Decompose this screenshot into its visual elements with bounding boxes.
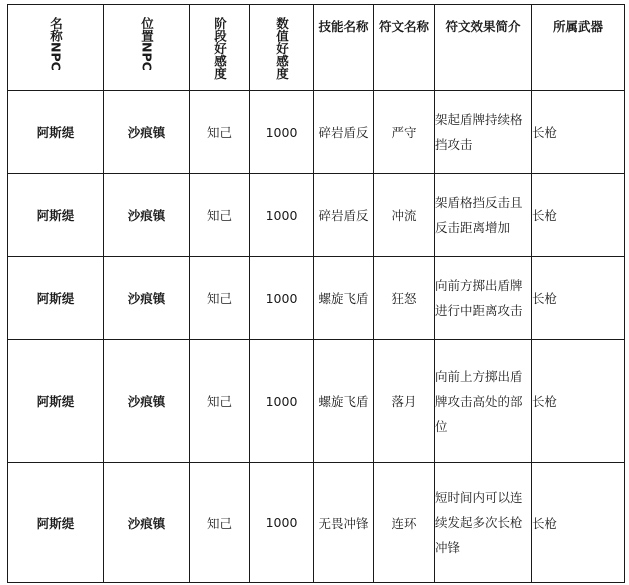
- table-row: [8, 174, 625, 257]
- header-affinity-stage-part1: 好感度: [212, 42, 228, 80]
- header-npc-name: [8, 5, 104, 91]
- header-npc-location-part2: 位置: [139, 17, 155, 42]
- cell-npc-location: 沙痕镇: [104, 257, 190, 340]
- cell-npc-name: 阿斯缇: [8, 91, 104, 174]
- header-affinity-value-part2: 数值: [274, 17, 290, 42]
- header-affinity-stage-part2: 阶段: [212, 17, 228, 42]
- cell-skill-name: 碎岩盾反: [314, 174, 374, 257]
- header-skill-name: 技能名称: [314, 5, 374, 91]
- table-row: [8, 463, 625, 583]
- cell-affinity-value: 1000: [250, 463, 314, 583]
- header-affinity-value-part1: 好感度: [274, 42, 290, 80]
- cell-rune-name: 狂怒: [374, 257, 435, 340]
- cell-skill-name: 螺旋飞盾: [314, 340, 374, 463]
- cell-weapon: 长枪: [532, 174, 625, 257]
- cell-affinity-stage: 知己: [190, 340, 250, 463]
- cell-affinity-stage: 知己: [190, 463, 250, 583]
- cell-npc-location: 沙痕镇: [104, 340, 190, 463]
- header-rune-name: 符文名称: [374, 5, 435, 91]
- cell-skill-name: 螺旋飞盾: [314, 257, 374, 340]
- header-row: [8, 5, 625, 91]
- cell-affinity-value: 1000: [250, 174, 314, 257]
- cell-weapon: 长枪: [532, 91, 625, 174]
- cell-rune-effect: 架盾格挡反击且反击距离增加: [435, 174, 532, 257]
- cell-npc-name: 阿斯缇: [8, 257, 104, 340]
- cell-npc-location: 沙痕镇: [104, 174, 190, 257]
- table-row: [8, 257, 625, 340]
- cell-affinity-value: 1000: [250, 340, 314, 463]
- cell-affinity-value: 1000: [250, 91, 314, 174]
- cell-weapon: 长枪: [532, 463, 625, 583]
- cell-weapon: 长枪: [532, 257, 625, 340]
- cell-npc-location: 沙痕镇: [104, 463, 190, 583]
- cell-rune-name: 严守: [374, 91, 435, 174]
- cell-npc-name: 阿斯缇: [8, 463, 104, 583]
- cell-rune-name: 落月: [374, 340, 435, 463]
- header-affinity-stage: [190, 5, 250, 91]
- cell-rune-effect: 向前方掷出盾牌进行中距离攻击: [435, 257, 532, 340]
- cell-affinity-stage: 知己: [190, 257, 250, 340]
- header-npc-location: [104, 5, 190, 91]
- cell-weapon: 长枪: [532, 340, 625, 463]
- table-row: [8, 91, 625, 174]
- table-row: [8, 340, 625, 463]
- cell-npc-name: 阿斯缇: [8, 340, 104, 463]
- header-rune-effect: 符文效果简介: [435, 5, 532, 91]
- cell-rune-name: 冲流: [374, 174, 435, 257]
- cell-npc-name: 阿斯缇: [8, 174, 104, 257]
- header-npc-location-part1: NPC: [139, 42, 155, 71]
- cell-skill-name: 无畏冲锋: [314, 463, 374, 583]
- header-npc-name-part2: 名称: [48, 17, 64, 42]
- cell-affinity-value: 1000: [250, 257, 314, 340]
- cell-skill-name: 碎岩盾反: [314, 91, 374, 174]
- cell-npc-location: 沙痕镇: [104, 91, 190, 174]
- cell-rune-effect: 向前上方掷出盾牌攻击高处的部位: [435, 340, 532, 463]
- header-affinity-value: [250, 5, 314, 91]
- npc-rune-table: [7, 4, 625, 583]
- cell-rune-name: 连环: [374, 463, 435, 583]
- cell-rune-effect: 短时间内可以连续发起多次长枪冲锋: [435, 463, 532, 583]
- header-weapon: 所属武器: [532, 5, 625, 91]
- header-npc-name-part1: NPC: [48, 42, 64, 71]
- cell-affinity-stage: 知己: [190, 91, 250, 174]
- cell-rune-effect: 架起盾牌持续格挡攻击: [435, 91, 532, 174]
- cell-affinity-stage: 知己: [190, 174, 250, 257]
